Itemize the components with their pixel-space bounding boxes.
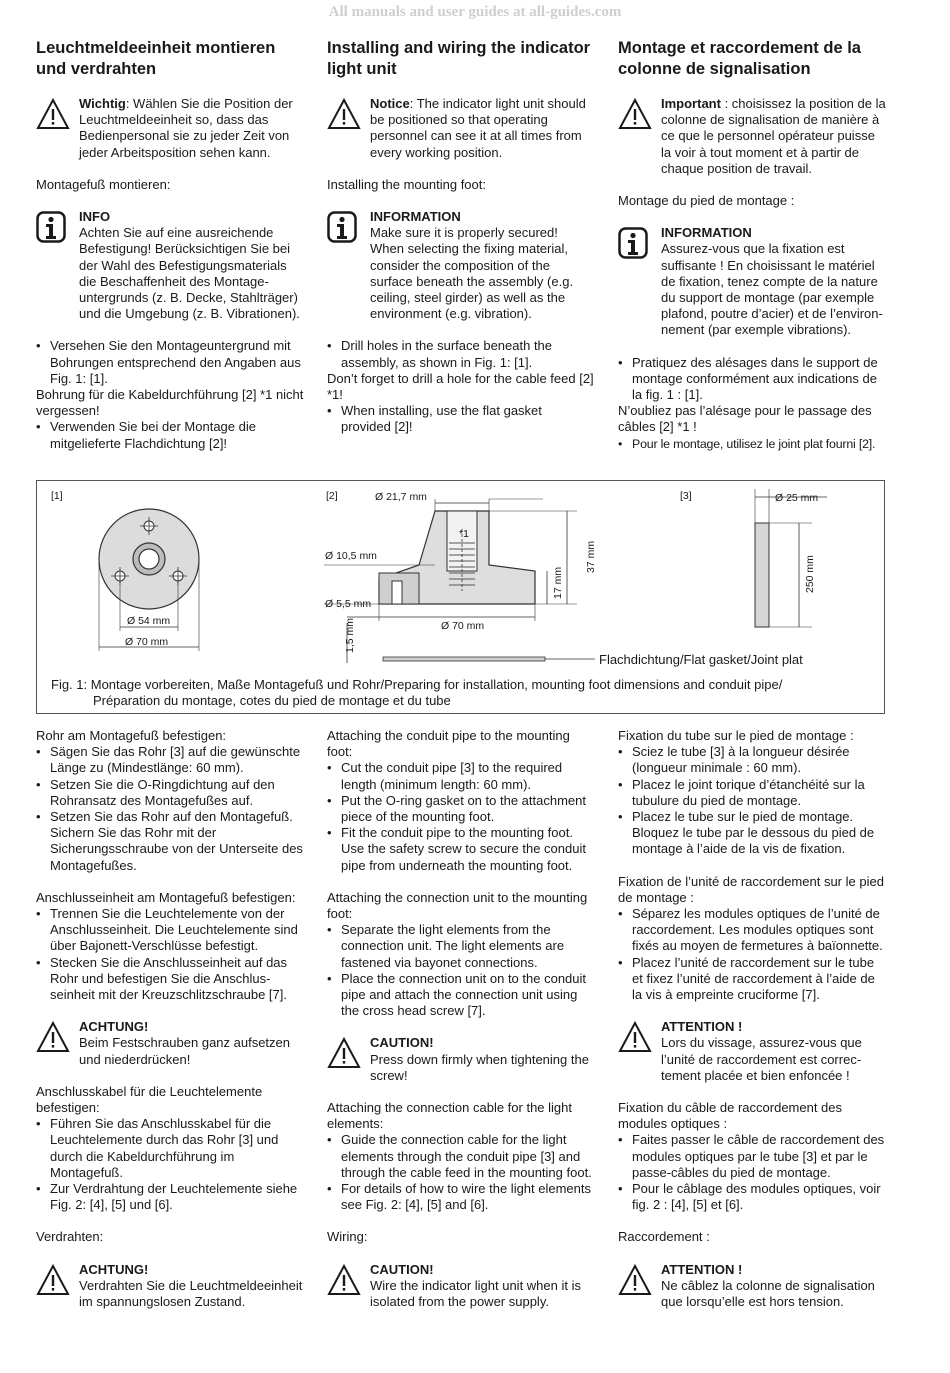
dim-diameter-21-7: Ø 21,7 mm: [375, 491, 427, 503]
info-icon: [327, 211, 357, 243]
subheading: Fixation du câble de raccordement des modules optiques :: [618, 1100, 843, 1132]
list-item: • Guide the connection cable for the light elements through the conduit pipe [3] and through the cable feed in the mounting foot.: [327, 1132, 595, 1181]
bullet-list: [36, 338, 304, 387]
info-title: INFORMATION: [370, 209, 461, 225]
caution-title: ACHTUNG!: [79, 1019, 149, 1035]
list-item: • Pratiquez des alésages dans le support de montage conformément aux indications de la fig. 1 : [1].: [618, 355, 886, 404]
dim-diameter-5-5: Ø 5,5 mm: [325, 598, 372, 610]
list-item: • Versehen Sie den Montageuntergrund mit Bohrungen entsprechend den Angaben aus Fig. 1: [1].: [36, 338, 304, 387]
notice-label: Wichtig: [79, 96, 126, 111]
subheading: Installing the mounting foot:: [327, 176, 486, 192]
list-item: • Put the O-ring gasket on to the attachment piece of the mounting foot.: [327, 793, 595, 825]
section-title: Montage et raccordement de la colonne de signalisation: [618, 39, 861, 78]
info-text: Achten Sie auf eine ausreichende Befestigung! Berücksichtigen Sie bei der Wahl des Befestigungsmaterials die Beschaffenheit des Montageuntergrunds (z. B. Decke, Stahlträger) und die Umgebung (z. B. Vibrationen).: [79, 225, 300, 322]
info-text: Make sure it is properly secured! When selecting the fixing material, consider the composition of the surface beneath the assembly (e.g. ceiling, steel girder) as well as the environment (e.g. vibration).: [370, 225, 574, 322]
dim-diameter-70-foot: Ø 70 mm: [441, 620, 485, 632]
watermark: All manuals and user guides at all-guides.com: [328, 4, 622, 20]
caution-title: CAUTION!: [370, 1035, 434, 1051]
paragraph: Bohrung für die Kabeldurchführung [2] *1 nicht vergessen!: [36, 387, 304, 419]
dim-diameter-70: Ø 70 mm: [125, 636, 169, 648]
notice-text: : Wählen Sie die Position der Leuchtmeldeeinheit so, dass das Bedienpersonal sie zu jeder Zeit von jeder Arbeitsposition sehen kann.: [79, 96, 293, 160]
list-item: • Séparez les modules optiques de l’unité de raccordement. Les modules optiques sont fixés au moyen de fermetures à baïonnette.: [618, 906, 886, 955]
warning-triangle-icon: [36, 98, 70, 130]
dim-diameter-54: Ø 54 mm: [127, 615, 171, 627]
gasket-label: Flachdichtung/Flat gasket/Joint plat: [599, 652, 803, 667]
list-item: • Setzen Sie die O-Ringdichtung auf den Rohransatz des Montagefußes auf.: [36, 777, 304, 809]
info-title: INFORMATION: [661, 225, 752, 241]
warning-triangle-icon: [327, 1037, 361, 1069]
dim-height-17: 17 mm: [552, 566, 564, 599]
list-item: • Sciez le tube [3] à la longueur désirée (longueur minimale : 60 mm).: [618, 744, 886, 776]
list-item: • Pour le montage, utilisez le joint plat fourni [2].: [618, 436, 886, 452]
paragraph: N’oubliez pas l’alésage pour le passage des câbles [2] *1 !: [618, 403, 872, 435]
info-notice: [327, 209, 595, 322]
dim-gasket-thickness: 1,5 mm: [344, 617, 356, 653]
paragraph: Don’t forget to drill a hole for the cable feed [2] *1!: [327, 370, 594, 403]
list-item: • Sägen Sie das Rohr [3] auf die gewünschte Länge zu (Mindestlänge: 60 mm).: [36, 744, 304, 776]
info-icon: [618, 227, 648, 259]
list-item: • Setzen Sie das Rohr auf den Montagefuß. Sichern Sie das Rohr mit der Sicherungsschraube von der Unterseite des Montagefußes.: [36, 809, 304, 874]
caution-title: CAUTION!: [370, 1261, 434, 1277]
caution-title: ACHTUNG!: [79, 1261, 149, 1277]
subheading: Montagefuß montieren:: [36, 176, 171, 192]
mounting-foot-top-view: [99, 509, 199, 651]
notice-text: : choisissez la position de la colonne de signalisation de manière à ce que le personnel opérateur puisse la voir à tout moment et à partir de chaque position de travail.: [661, 96, 886, 176]
bullet-list: [36, 906, 304, 1003]
warning-triangle-icon: [618, 1021, 652, 1053]
info-title: INFO: [79, 209, 111, 225]
bullet-list: [618, 744, 886, 857]
warning-notice: [327, 96, 595, 161]
list-item: • Verwenden Sie bei der Montage die mitgelieferte Flachdichtung [2]!: [36, 419, 304, 451]
dim-diameter-10-5: Ø 10,5 mm: [325, 550, 377, 562]
subheading: Attaching the connection cable for the light elements:: [327, 1100, 572, 1132]
caution-text: Lors du vissage, assurez-vous que l’unité de raccordement est correctement placée et bien enfoncée !: [661, 1035, 862, 1083]
warning-triangle-icon: [36, 1264, 70, 1296]
bullet-list: [327, 338, 595, 370]
list-item: • Führen Sie das Anschlusskabel für die Leuchtelemente durch das Rohr [3] und durch die Kabeldurchführung im Montagefuß.: [36, 1116, 304, 1181]
bullet-list: [327, 403, 595, 435]
subheading: Attaching the connection unit to the mounting foot:: [327, 889, 588, 922]
list-item: • Cut the conduit pipe [3] to the required length (minimum length: 60 mm).: [327, 760, 595, 792]
subheading: Verdrahten:: [36, 1229, 104, 1245]
caution-notice: [327, 1035, 595, 1084]
figure-label-3: [3]: [680, 490, 692, 502]
footnote-marker: *1: [459, 528, 469, 540]
subheading: Anschlusskabel für die Leuchtelemente befestigen:: [36, 1083, 263, 1116]
bullet-list: [36, 1116, 304, 1213]
caution-notice: [618, 1019, 886, 1084]
list-item: • When installing, use the flat gasket provided [2]!: [327, 403, 595, 435]
figure-label-2: [2]: [326, 490, 338, 502]
bullet-list: [327, 760, 595, 873]
warning-triangle-icon: [618, 98, 652, 130]
bullet-list: [618, 1132, 886, 1213]
list-item: • Stecken Sie die Anschlusseinheit auf das Rohr und befestigen Sie die Anschlusseinheit mit der Kreuzschlitzschraube [7].: [36, 955, 304, 1004]
list-item: • Separate the light elements from the connection unit. The light elements are fastened via bayonet connections.: [327, 922, 595, 971]
notice-label: Important: [661, 96, 721, 111]
caution-text: Wire the indicator light unit when it is isolated from the power supply.: [370, 1277, 581, 1310]
subheading: Anschlusseinheit am Montagefuß befestigen:: [36, 889, 296, 905]
column-english-bottom: [327, 728, 595, 1310]
list-item: • Drill holes in the surface beneath the assembly, as shown in Fig. 1: [1].: [327, 338, 595, 370]
column-french-bottom: [618, 728, 886, 1310]
caution-text: Ne câblez la colonne de signalisation que lorsqu’elle est hors tension.: [661, 1277, 875, 1310]
warning-triangle-icon: [618, 1264, 652, 1296]
caution-title: ATTENTION !: [661, 1019, 743, 1035]
bullet-list: [618, 906, 886, 1003]
caution-notice: [36, 1262, 304, 1311]
caption-line-1: Fig. 1: Montage vorbereiten, Maße Montagefuß und Rohr/Preparing for installation, mounting foot dimensions and conduit pipe/: [51, 677, 783, 692]
caution-notice: [327, 1262, 595, 1311]
warning-triangle-icon: [327, 98, 361, 130]
bullet-list: [327, 1132, 595, 1213]
subheading: Attaching the conduit pipe to the mounting foot:: [327, 728, 570, 760]
subheading: Fixation du tube sur le pied de montage :: [618, 728, 854, 743]
caution-title: ATTENTION !: [661, 1261, 743, 1277]
notice-text: : The indicator light unit should be positioned so that operating personnel can see it at all times from every working position.: [370, 96, 586, 160]
conduit-pipe: [755, 489, 827, 627]
bullet-list: [618, 436, 886, 452]
warning-notice: [36, 96, 304, 161]
list-item: • Faites passer le câble de raccordement des modules optiques par le tube [3] et par le passe-câbles du pied de montage.: [618, 1132, 886, 1181]
info-icon: [36, 211, 66, 243]
figure-label-1: [1]: [51, 490, 63, 502]
section-title: Leuchtmeldeeinheit montieren und verdrahten: [36, 39, 276, 78]
warning-triangle-icon: [36, 1021, 70, 1053]
column-english-top: [327, 38, 595, 436]
column-german-top: [36, 38, 304, 452]
subheading: Raccordement :: [618, 1229, 710, 1245]
dim-height-37: 37 mm: [585, 540, 597, 573]
list-item: • Placez le joint torique d’étanchéité sur la tubulure du pied de montage.: [618, 777, 886, 809]
info-notice: [36, 209, 304, 322]
list-item: • Placez le tube sur le pied de montage. Bloquez le tube par le dessous du pied de montage à l’aide de la vis de fixation.: [618, 809, 886, 858]
column-french-top: [618, 38, 886, 452]
caution-text: Verdrahten Sie die Leuchtmeldeeinheit im spannungslosen Zustand.: [79, 1277, 303, 1310]
notice-label: Notice: [370, 96, 410, 111]
figure-1: [36, 480, 885, 714]
section-title: Installing and wiring the indicator light unit: [327, 39, 591, 78]
dim-length-250: 250 mm: [804, 555, 816, 593]
info-notice: [618, 225, 886, 338]
caution-text: Beim Festschrauben ganz aufsetzen und niederdrücken!: [79, 1035, 291, 1067]
caption-line-2: Préparation du montage, cotes du pied de montage et du tube: [93, 693, 451, 708]
bullet-list: [36, 419, 304, 451]
subheading: Rohr am Montagefuß befestigen:: [36, 728, 227, 743]
list-item: • Trennen Sie die Leuchtelemente von der Anschlusseinheit. Die Leuchtelemente sind über Bajonett-Verschlüsse befestigt.: [36, 906, 304, 955]
caution-notice: [36, 1019, 304, 1068]
figure-caption: [51, 677, 871, 709]
info-text: Assurez-vous que la fixation est suffisante ! En choisissant le matériel de fixation, tenez compte de la nature du support de montage (par exemple plafond, poutre d’acier) et de l’environnement (par exemple vibrations).: [661, 241, 883, 338]
bullet-list: [327, 922, 595, 1019]
list-item: • Place the connection unit on to the conduit pipe and attach the connection unit using the cross head screw [7].: [327, 971, 595, 1020]
subheading: Fixation de l’unité de raccordement sur le pied de montage :: [618, 873, 884, 905]
column-german-bottom: [36, 728, 304, 1310]
list-item: • Placez l’unité de raccordement sur le tube et fixez l’unité de raccordement à l’aide de la vis à empreinte cruciforme [7].: [618, 955, 886, 1004]
list-item: • Pour le câblage des modules optiques, voir fig. 2 : [4], [5] et [6].: [618, 1181, 886, 1213]
warning-notice: [618, 96, 886, 177]
warning-triangle-icon: [327, 1264, 361, 1296]
dim-diameter-25: Ø 25 mm: [775, 492, 819, 504]
list-item: • Zur Verdrahtung der Leuchtelemente siehe Fig. 2: [4], [5] und [6].: [36, 1181, 304, 1213]
caution-text: Press down firmly when tightening the screw!: [370, 1051, 589, 1083]
subheading: Montage du pied de montage :: [618, 193, 795, 209]
list-item: • For details of how to wire the light elements see Fig. 2: [4], [5] and [6].: [327, 1181, 595, 1213]
list-item: • Fit the conduit pipe to the mounting foot. Use the safety screw to secure the conduit pipe from underneath the mounting foot.: [327, 825, 595, 874]
bullet-list: [36, 744, 304, 874]
bullet-list: [618, 355, 886, 404]
caution-notice: [618, 1262, 886, 1311]
subheading: Wiring:: [327, 1229, 368, 1245]
